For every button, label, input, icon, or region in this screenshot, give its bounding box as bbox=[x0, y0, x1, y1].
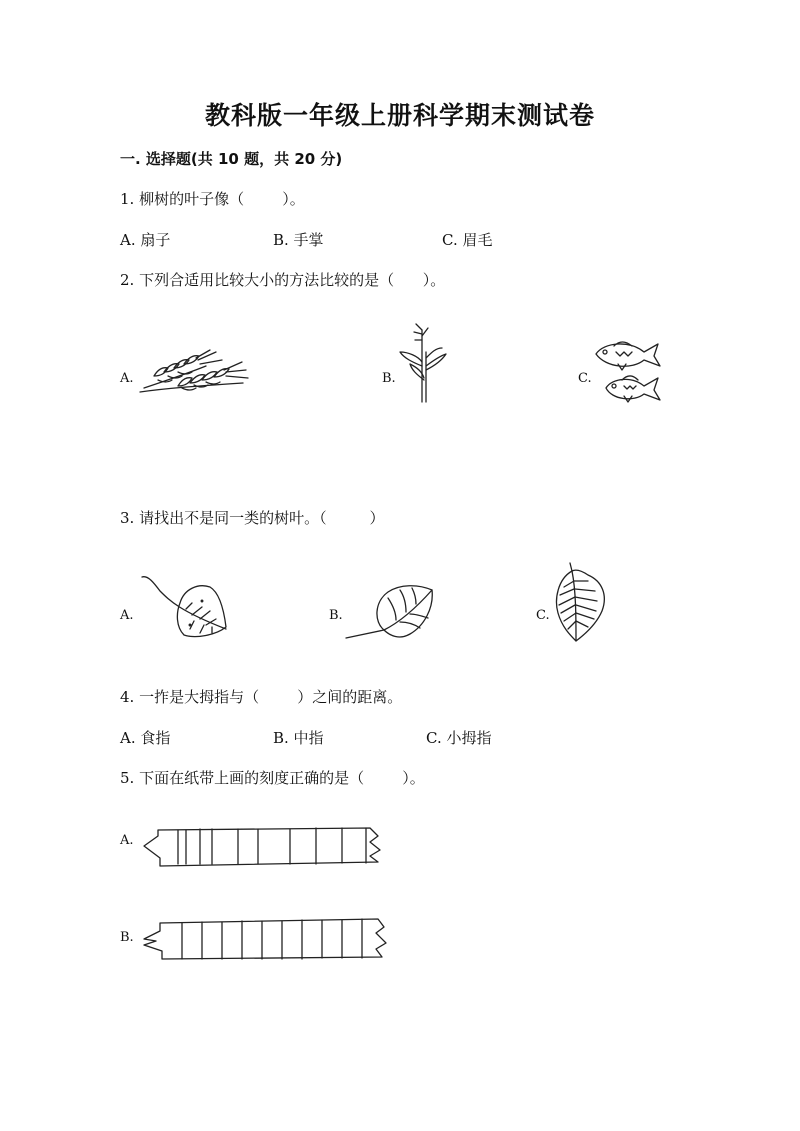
leaf-b-image bbox=[344, 582, 436, 644]
q1-option-a[interactable]: A. 扇子 bbox=[120, 231, 171, 249]
q4-option-c[interactable]: C. 小拇指 bbox=[426, 729, 492, 747]
question-1-text: 1. 柳树的叶子像（ ）。 bbox=[120, 190, 305, 208]
q2-label-a[interactable]: A. bbox=[120, 371, 134, 386]
question-4-text: 4. 一拃是大拇指与（ ）之间的距离。 bbox=[120, 688, 403, 706]
q2-label-b[interactable]: B. bbox=[382, 371, 396, 386]
q4-option-a[interactable]: A. 食指 bbox=[120, 729, 171, 747]
q5-label-b[interactable]: B. bbox=[120, 930, 134, 945]
wheat-ears-image bbox=[138, 350, 250, 398]
leaf-a-image bbox=[140, 573, 232, 643]
two-fish-image bbox=[592, 338, 666, 408]
q2-label-c[interactable]: C. bbox=[578, 371, 592, 386]
q5-label-a[interactable]: A. bbox=[120, 833, 134, 848]
section-heading: 一. 选择题(共 10 题，共 20 分) bbox=[120, 150, 343, 168]
plant-sprig-image bbox=[398, 322, 450, 404]
page-title: 教科版一年级上册科学期末测试卷 bbox=[204, 101, 595, 130]
q4-option-b[interactable]: B. 中指 bbox=[273, 729, 324, 747]
question-3-text: 3. 请找出不是同一类的树叶。（ ） bbox=[120, 509, 385, 527]
q3-label-c[interactable]: C. bbox=[536, 608, 550, 623]
q3-label-a[interactable]: A. bbox=[120, 608, 134, 623]
paper-tape-b-image bbox=[142, 915, 390, 963]
question-2-text: 2. 下列合适用比较大小的方法比较的是（ ）。 bbox=[120, 271, 446, 289]
q1-option-c[interactable]: C. 眉毛 bbox=[442, 231, 493, 249]
question-5-text: 5. 下面在纸带上画的刻度正确的是（ ）。 bbox=[120, 769, 425, 787]
paper-tape-a-image bbox=[142, 826, 386, 868]
q3-label-b[interactable]: B. bbox=[329, 608, 343, 623]
q1-option-b[interactable]: B. 手掌 bbox=[273, 231, 324, 249]
leaf-c-image bbox=[552, 561, 610, 643]
